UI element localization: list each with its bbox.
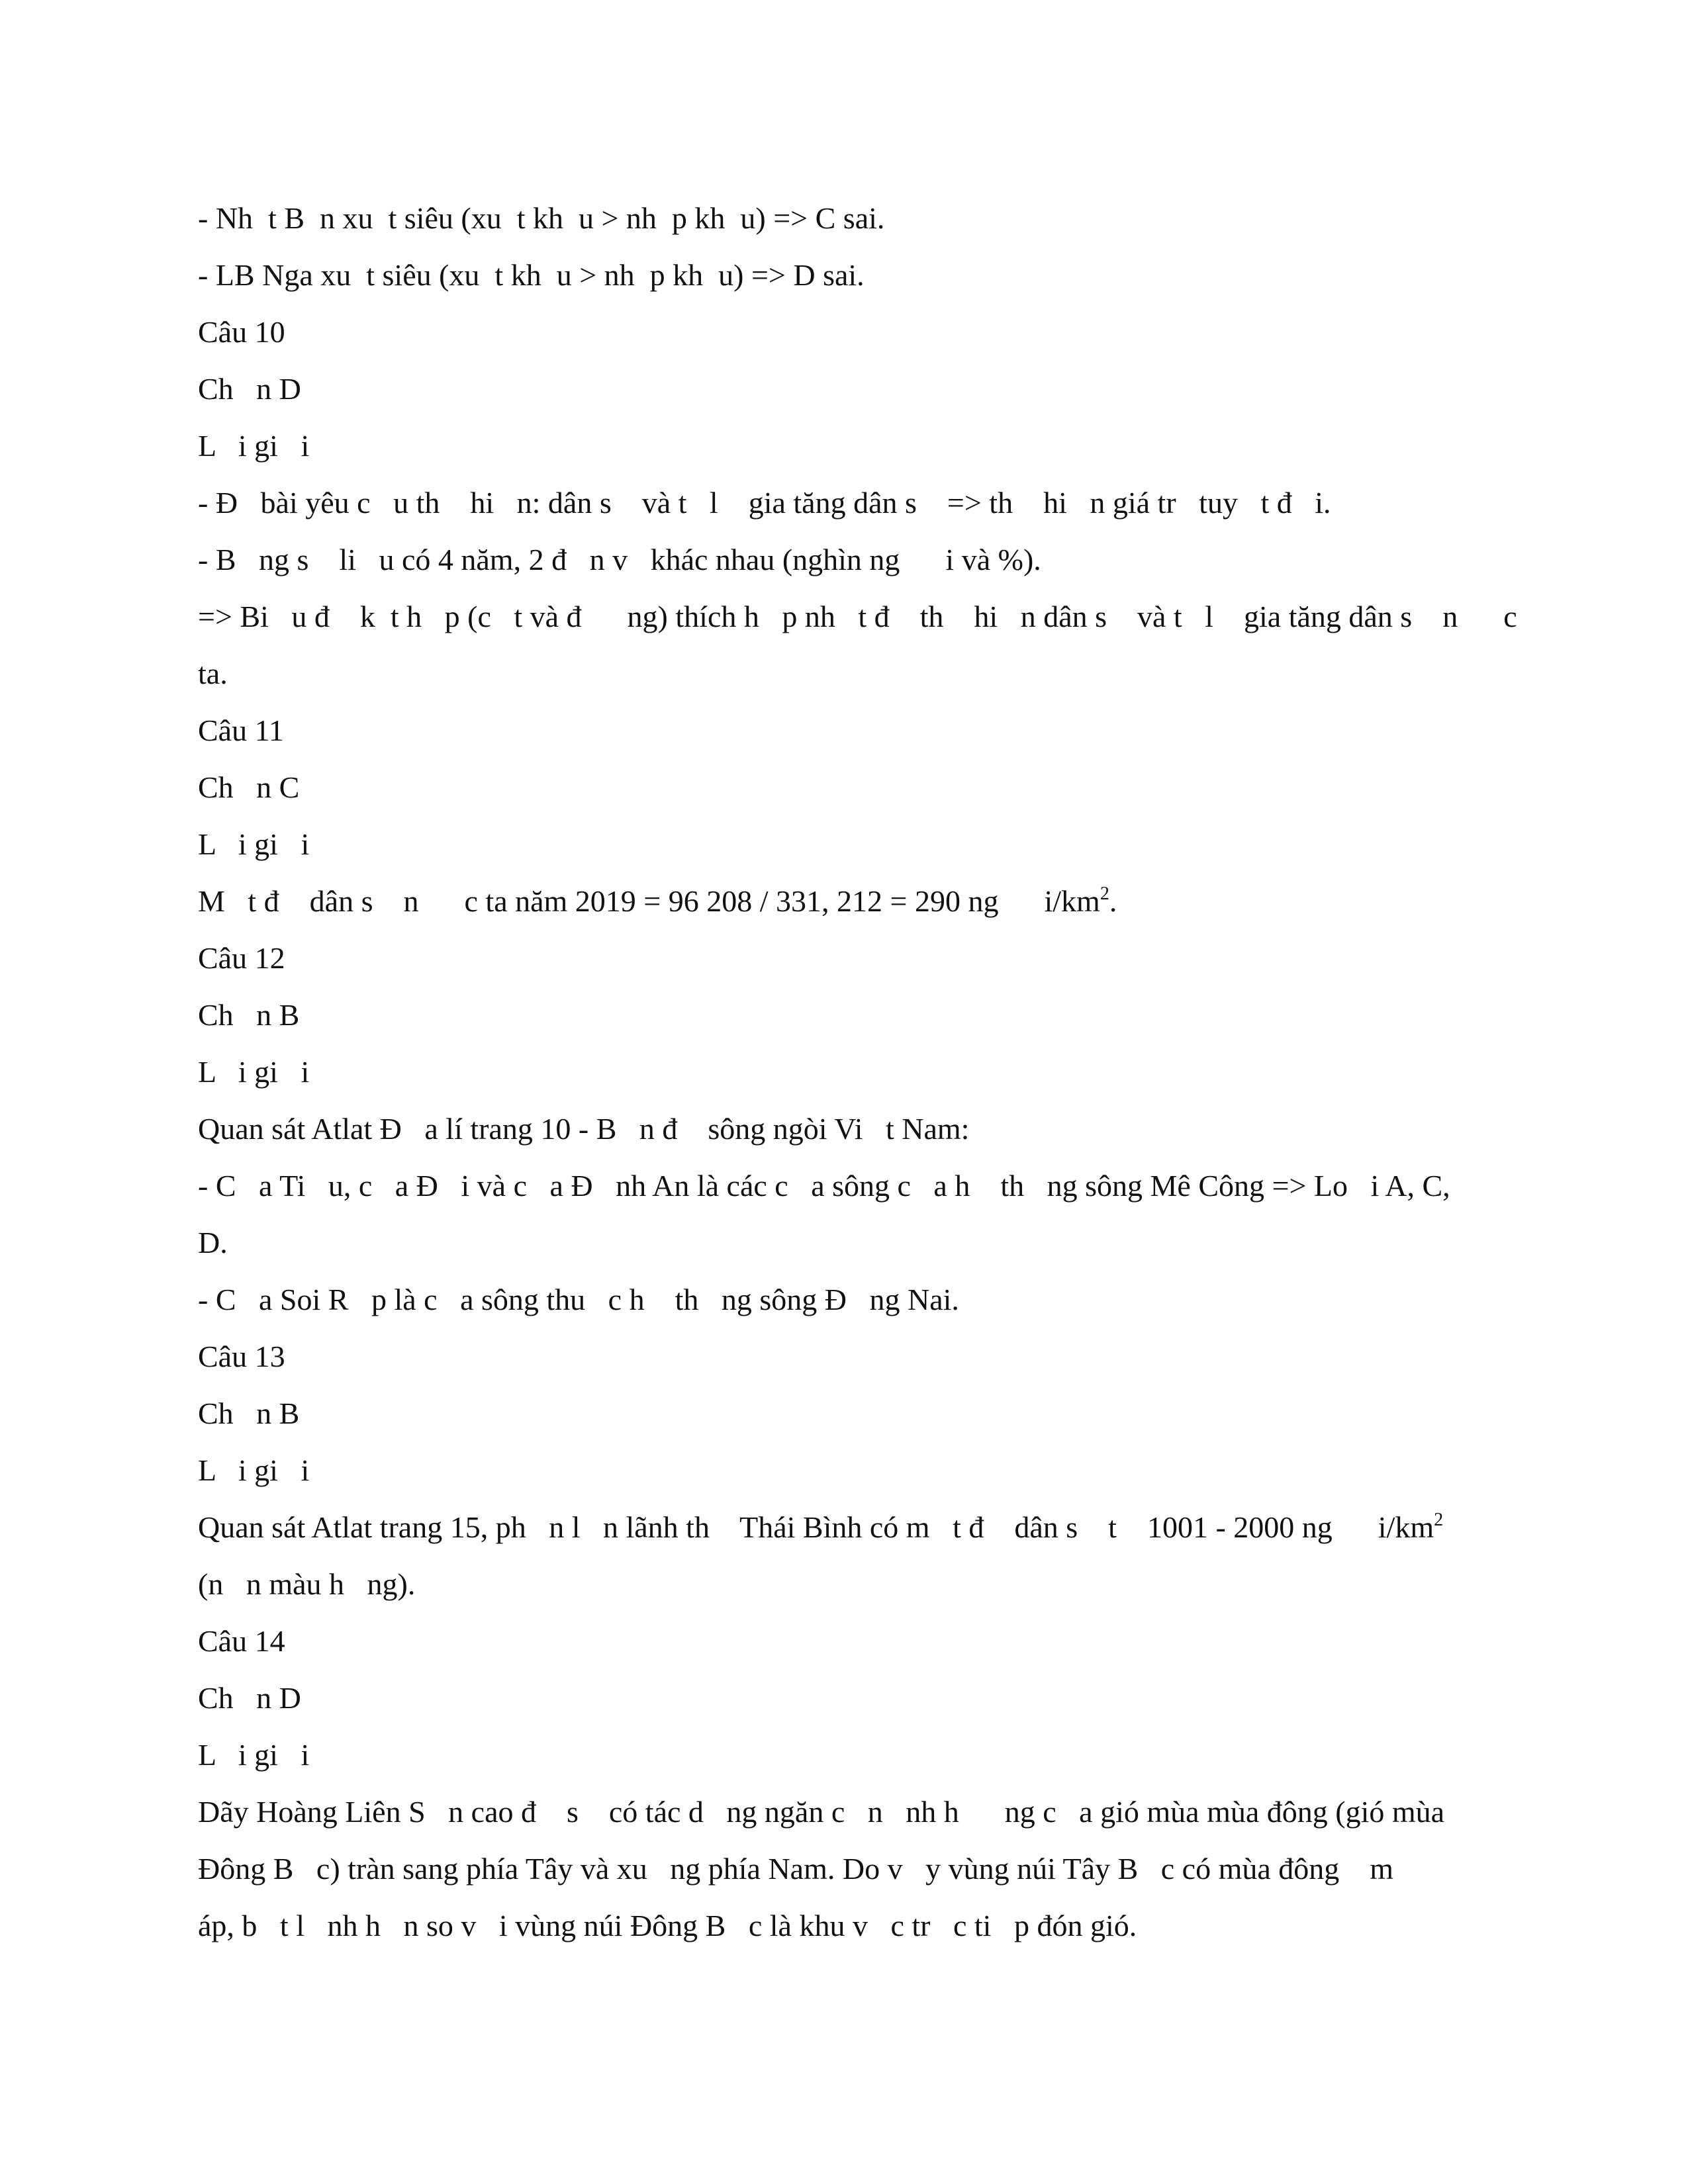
solution-label: L i gi i xyxy=(198,1738,310,1772)
text-line: (n n màu h ng). xyxy=(198,1567,416,1601)
answer-choice: Ch n B xyxy=(198,998,300,1032)
text-line: - LB Nga xu t siêu (xu t kh u > nh p kh u) => D sai. xyxy=(198,258,865,292)
text-line: - Nh t B n xu t siêu (xu t kh u > nh p kh u) => C sai. xyxy=(198,201,885,235)
text-line-with-superscript xyxy=(198,1509,1443,1546)
text-line: - B ng s li u có 4 năm, 2 đ n v khác nhau (nghìn ng i và %). xyxy=(198,543,1041,576)
question-heading: Câu 12 xyxy=(198,941,285,975)
text-line: Đông B c) tràn sang phía Tây và xu ng phía Nam. Do v y vùng núi Tây B c có mùa đông m xyxy=(198,1852,1394,1886)
answer-choice: Ch n C xyxy=(198,770,300,804)
solution-label: L i gi i xyxy=(198,1055,310,1089)
answer-choice: Ch n D xyxy=(198,372,301,406)
text-line: Dãy Hoàng Liên S n cao đ s có tác d ng ngăn c n nh h ng c a gió mùa mùa đông (gió mùa xyxy=(198,1795,1445,1829)
solution-label: L i gi i xyxy=(198,1453,310,1487)
text-line: Quan sát Atlat Đ a lí trang 10 - B n đ sông ngòi Vi t Nam: xyxy=(198,1112,970,1146)
text-line: - C a Ti u, c a Đ i và c a Đ nh An là các c a sông c a h th ng sông Mê Công => Lo i A, C, xyxy=(198,1169,1450,1203)
text-segment: Quan sát Atlat trang 15, ph n l n lãnh th Thái Bình có m t đ dân s t 1001 - 2000 ng i/km xyxy=(198,1510,1434,1544)
solution-label: L i gi i xyxy=(198,429,310,463)
text-segment: M t đ dân s n c ta năm 2019 = 96 208 / 331, 212 = 290 ng i/km xyxy=(198,884,1100,918)
text-line: - Đ bài yêu c u th hi n: dân s và t l gia tăng dân s => th hi n giá tr tuy t đ i. xyxy=(198,486,1331,520)
text-line-with-superscript xyxy=(198,883,1117,920)
solution-label: L i gi i xyxy=(198,827,310,861)
question-heading: Câu 10 xyxy=(198,315,285,349)
text-line: - C a Soi R p là c a sông thu c h th ng sông Đ ng Nai. xyxy=(198,1283,959,1316)
text-line: áp, b t l nh h n so v i vùng núi Đông B c là khu v c tr c ti p đón gió. xyxy=(198,1909,1137,1942)
text-line: D. xyxy=(198,1226,228,1259)
text-line: ta. xyxy=(198,657,228,690)
superscript: 2 xyxy=(1100,884,1109,904)
question-heading: Câu 13 xyxy=(198,1340,285,1373)
superscript: 2 xyxy=(1434,1510,1444,1530)
text-line: => Bi u đ k t h p (c t và đ ng) thích h p nh t đ th hi n dân s và t l gia tăng dân s n c xyxy=(198,600,1517,633)
answer-choice: Ch n B xyxy=(198,1396,300,1430)
question-heading: Câu 11 xyxy=(198,713,284,747)
text-segment: . xyxy=(1109,884,1117,918)
answer-choice: Ch n D xyxy=(198,1681,301,1715)
question-heading: Câu 14 xyxy=(198,1624,285,1658)
